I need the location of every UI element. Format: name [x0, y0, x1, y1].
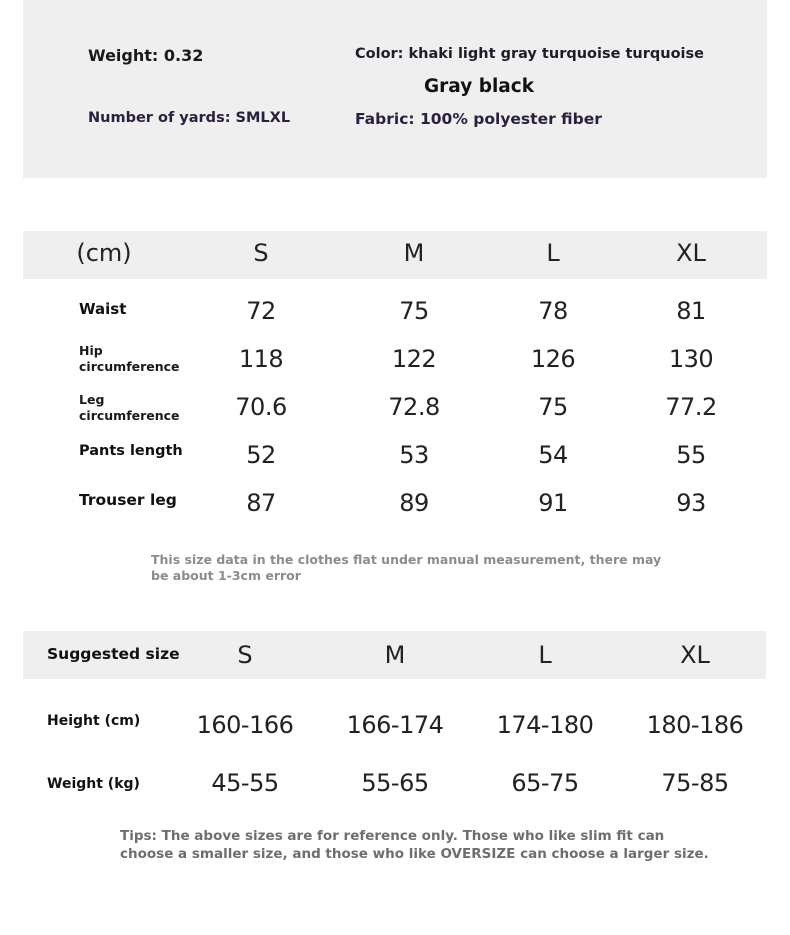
size-table-header	[23, 231, 767, 279]
size-header-m: M	[384, 641, 406, 669]
table-cell: 122	[391, 345, 437, 373]
row-label-pants-length: Pants length	[79, 443, 183, 459]
unit-header: (cm)	[76, 239, 132, 267]
table-cell: 55	[676, 441, 706, 469]
table-cell: 78	[538, 297, 568, 325]
row-label-trouser-leg: Trouser leg	[79, 491, 177, 509]
weight-label: Weight: 0.32	[88, 46, 204, 65]
table-cell: 126	[530, 345, 576, 373]
table-cell: 75	[538, 393, 568, 421]
table-cell: 130	[668, 345, 714, 373]
measurement-note: This size data in the clothes flat under manual measurement, there may be about 1-3cm error	[151, 552, 662, 583]
product-info-panel	[23, 0, 767, 178]
table-cell: 75	[399, 297, 429, 325]
table-cell: 118	[238, 345, 284, 373]
yards-label: Number of yards: SMLXL	[88, 110, 291, 126]
size-header-l: L	[538, 641, 552, 669]
table-cell: 91	[538, 489, 568, 517]
table-cell: 81	[676, 297, 706, 325]
row-label-leg: Leg circumference	[79, 392, 180, 423]
table-cell: 174-180	[496, 711, 594, 739]
size-header-xl: XL	[676, 239, 706, 267]
table-cell: 72.8	[388, 393, 440, 421]
size-tips: Tips: The above sizes are for reference only. Those who like slim fit can choose a smaller size, and those who like OVERSIZE can choose a larger size.	[120, 828, 709, 862]
table-cell: 53	[399, 441, 429, 469]
row-label-height: Height (cm)	[47, 713, 141, 729]
table-cell: 180-186	[646, 711, 744, 739]
table-cell: 93	[676, 489, 706, 517]
color-label: Color: khaki light gray turquoise turquoise	[355, 46, 704, 62]
table-cell: 55-65	[361, 769, 429, 797]
size-header-xl: XL	[680, 641, 710, 669]
row-label-weight: Weight (kg)	[47, 776, 140, 792]
size-header-s: S	[237, 641, 253, 669]
size-header-m: M	[403, 239, 425, 267]
color-label-continued: Gray black	[424, 76, 535, 97]
suggested-size-header: Suggested size	[47, 645, 180, 663]
size-header-s: S	[253, 239, 269, 267]
table-cell: 45-55	[211, 769, 279, 797]
table-cell: 75-85	[661, 769, 729, 797]
table-cell: 160-166	[196, 711, 294, 739]
table-cell: 65-75	[511, 769, 579, 797]
table-cell: 70.6	[235, 393, 287, 421]
row-label-waist: Waist	[79, 300, 127, 318]
table-cell: 166-174	[346, 711, 444, 739]
row-label-hip: Hip circumference	[79, 343, 180, 374]
table-cell: 87	[246, 489, 276, 517]
fabric-label: Fabric: 100% polyester fiber	[355, 110, 602, 128]
table-cell: 77.2	[665, 393, 717, 421]
table-cell: 72	[246, 297, 276, 325]
table-cell: 54	[538, 441, 568, 469]
size-header-l: L	[546, 239, 560, 267]
table-cell: 52	[246, 441, 276, 469]
table-cell: 89	[399, 489, 429, 517]
